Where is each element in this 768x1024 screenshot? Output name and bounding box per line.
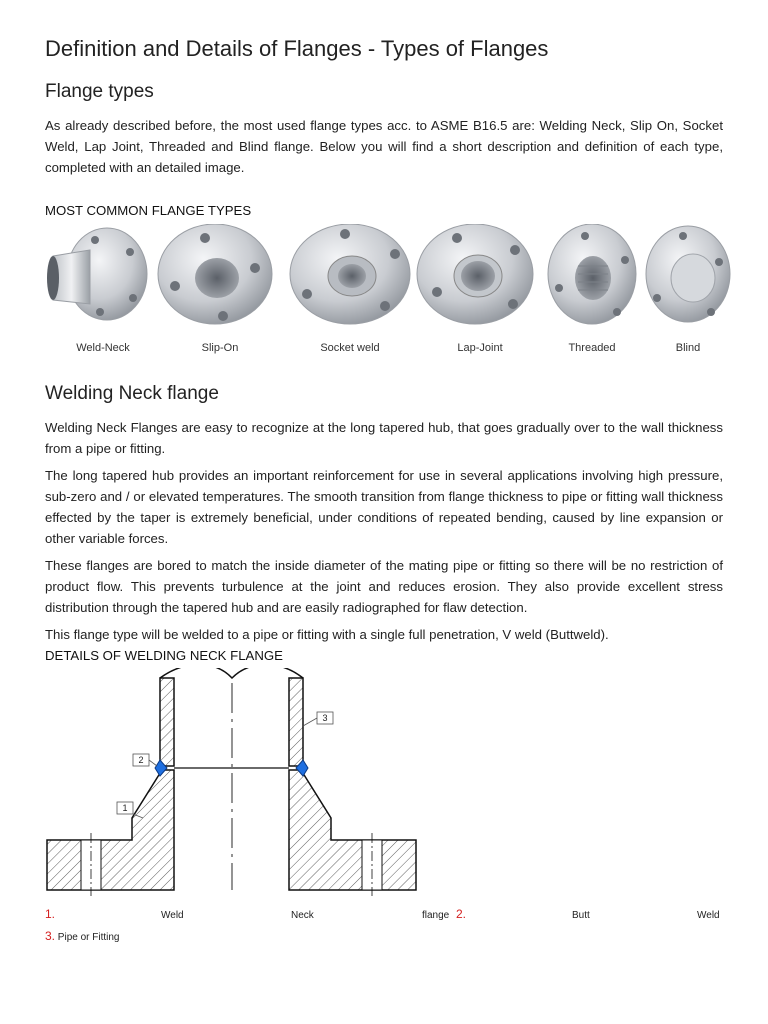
common-types-caption: MOST COMMON FLANGE TYPES bbox=[45, 203, 252, 218]
legend-number-2: 2. bbox=[456, 907, 467, 921]
welding-neck-paragraph-2: The long tapered hub provides an important reinforcement for use in several applications involving high pressure, sub-zero and / or elevated temperatures. The smooth transition from flange thickness to pipe or fitting wall thickness effected by the taper is extremely beneficial, under conditions of repeated bending, caused by line expansion or other variable forces. bbox=[45, 468, 723, 546]
welding-neck-diagram bbox=[45, 668, 425, 903]
callout-3: 3 bbox=[322, 713, 328, 723]
legend-number-3: 3. bbox=[45, 929, 56, 943]
welding-neck-section-drawing bbox=[45, 668, 425, 898]
welding-neck-paragraph-4: This flange type will be welded to a pipe or fitting with a single full penetration, V weld (Buttweld). bbox=[45, 627, 609, 642]
lap-joint-flange-icon bbox=[417, 224, 533, 324]
callout-1: 1 bbox=[122, 803, 128, 813]
slip-on-flange-icon bbox=[158, 224, 272, 324]
blind-flange-icon bbox=[646, 226, 730, 322]
legend-word-flange: flange bbox=[422, 910, 450, 921]
intro-paragraph: As already described before, the most used flange types acc. to ASME B16.5 are: Welding Neck, Slip On, Socket Weld, Lap Joint, Threaded and Blind flange. Below you will find a short description and definition of each type, completed with an detailed image. bbox=[45, 118, 723, 175]
legend-word-weld-2: Weld bbox=[697, 910, 720, 921]
details-caption: DETAILS OF WELDING NECK FLANGE bbox=[45, 648, 283, 663]
threaded-flange-icon bbox=[548, 224, 636, 324]
diagram-legend bbox=[45, 908, 723, 924]
legend-number-1: 1. bbox=[45, 907, 56, 921]
diagram-legend-line-2 bbox=[45, 929, 120, 943]
legend-word-weld: Weld bbox=[161, 910, 184, 921]
legend-word-neck: Neck bbox=[291, 910, 314, 921]
flange-types-illustration bbox=[45, 224, 735, 344]
flange-label-threaded: Threaded bbox=[568, 342, 616, 354]
welding-neck-paragraph-1: Welding Neck Flanges are easy to recognize at the long tapered hub, that goes gradually over to the wall thickness from a pipe or fitting. bbox=[45, 420, 723, 456]
welding-neck-heading: Welding Neck flange bbox=[45, 383, 219, 404]
weld-neck-flange-icon bbox=[47, 228, 147, 320]
socket-weld-flange-icon bbox=[290, 224, 410, 324]
flange-label-blind: Blind bbox=[675, 342, 701, 354]
welding-neck-paragraph-3: These flanges are bored to match the inside diameter of the mating pipe or fitting so there will be no restriction of product flow. This prevents turbulence at the joint and reduces erosion. They also provide excellent stress distribution through the tapered hub and are easily radiographed for flaw detection. bbox=[45, 558, 723, 615]
page-title: Definition and Details of Flanges - Types of Flanges bbox=[45, 36, 549, 61]
flange-label-lap-joint: Lap-Joint bbox=[457, 342, 503, 354]
flange-label-socket-weld: Socket weld bbox=[320, 342, 380, 354]
flange-label-slip-on: Slip-On bbox=[201, 342, 239, 354]
legend-word-butt: Butt bbox=[572, 910, 590, 921]
callout-2: 2 bbox=[138, 755, 144, 765]
flange-types-heading: Flange types bbox=[45, 81, 154, 102]
legend-pipe-or-fitting: Pipe or Fitting bbox=[57, 932, 120, 943]
flange-label-weld-neck: Weld-Neck bbox=[76, 342, 130, 354]
flange-types-image bbox=[45, 224, 735, 364]
